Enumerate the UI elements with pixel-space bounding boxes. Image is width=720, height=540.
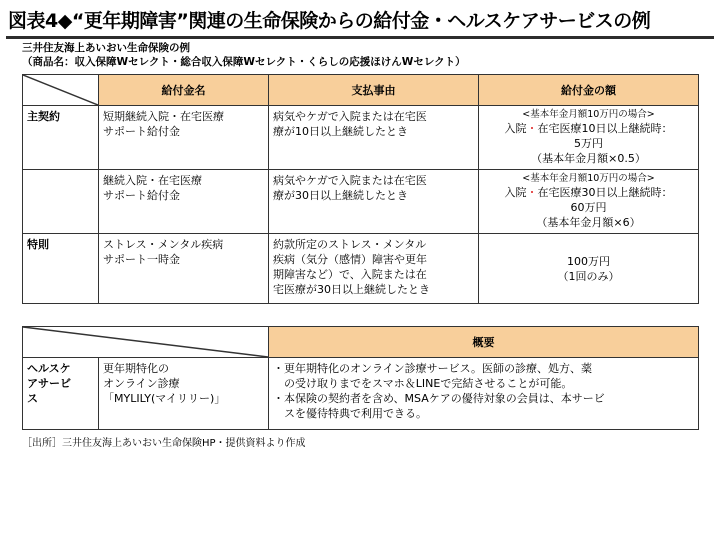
service-name: 更年期特化の オンライン診療 「MYLILY(マイリリー)」 [99,358,269,430]
benefit-name: 継続入院・在宅医療 サポート給付金 [99,170,269,234]
service-header-row [23,327,699,358]
benefit-name: ストレス・メンタル疾病 サポート一時金 [99,234,269,304]
header-benefit-name: 給付金名 [99,75,269,106]
title-underline [6,36,714,39]
payment-reason: 病気やケガで入院または在宅医 療が10日以上継続したとき [269,106,479,170]
page-title: 図表4◆“更年期障害”関連の生命保険からの給付金・ヘルスケアサービスの例 [8,10,651,32]
amount-text [505,122,673,165]
source-note: ［出所］三井住友海上あいおい生命保険HP・提供資料より作成 [22,438,306,449]
benefit-amount [479,170,699,234]
red-dot: ・ [526,122,538,135]
row-category: 特則 [23,234,99,304]
benefit-name: 短期継続入院・在宅医療 サポート給付金 [99,106,269,170]
diagonal-corner-cell [23,327,269,358]
amount-note: <基本年金月額10万円の場合> [522,109,655,120]
table-row [23,106,699,170]
amount-text [505,186,673,229]
row-category [23,170,99,234]
overview-bullet: ・本保険の契約者を含め、MSAケアの優待対象の会員は、本サービ スを優待特典で利用できる。 [273,392,605,420]
table-row [23,358,699,430]
amount-suffix: 在宅医療10日以上継続時： 5万円 （基本年金月額×0.5） [531,122,673,165]
amount-suffix: 在宅医療30日以上継続時： 60万円 （基本年金月額×6） [536,186,673,229]
payment-reason: 病気やケガで入院または在宅医 療が30日以上継続したとき [269,170,479,234]
payment-reason: 約款所定のストレス・メンタル 疾病（気分（感情）障害や更年 期障害など）で、入院または在 宅医療が30日以上継続したとき [269,234,479,304]
healthcare-service-table [22,326,699,430]
table-row [23,234,699,304]
benefit-amount: 100万円 （1回のみ） [479,234,699,304]
subtitle-products: （商品名：収入保障Wセレクト・総合収入保障Wセレクト・くらしの応援ほけんWセレクト） [22,56,466,68]
header-payment-reason: 支払事由 [269,75,479,106]
amount-note: <基本年金月額10万円の場合> [522,173,655,184]
row-category: ヘルスケ アサービ ス [23,358,99,430]
amount-prefix: 入院 [504,186,527,199]
row-category: 主契約 [23,106,99,170]
amount-prefix: 入院 [504,122,527,135]
table-row [23,170,699,234]
benefits-header-row [23,75,699,106]
diagonal-corner-cell [23,75,99,106]
service-overview [269,358,699,430]
benefit-amount [479,106,699,170]
benefits-table [22,74,699,304]
subtitle-company: 三井住友海上あいおい生命保険の例 [22,42,190,54]
overview-bullet: ・更年期特化のオンライン診療サービス。医師の診療、処方、薬 の受け取りまでをスマホ＆LINEで完結させることが可能。 [273,362,592,390]
header-benefit-amount: 給付金の額 [479,75,699,106]
red-dot: ・ [526,186,538,199]
header-overview: 概要 [269,327,699,358]
